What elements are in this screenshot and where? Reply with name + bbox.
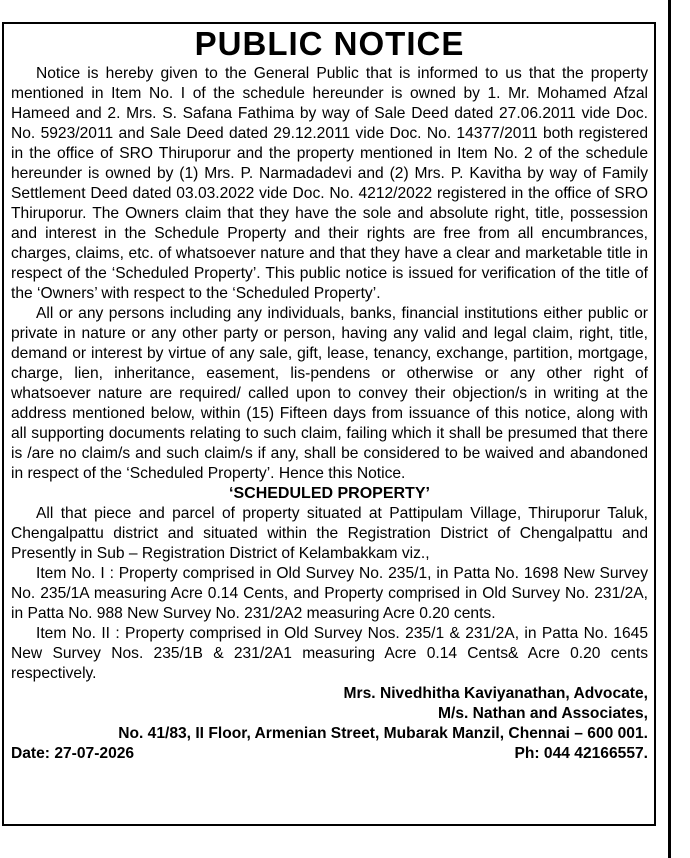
column-rule [668, 0, 671, 858]
date-phone-row [11, 744, 648, 764]
notice-title: PUBLIC NOTICE [194, 25, 465, 62]
firm-address: No. 41/83, II Floor, Armenian Street, Mubarak Manzil, Chennai – 600 001. [118, 725, 648, 742]
notice-paragraph-1: Notice is hereby given to the General Public that is informed to us that the property mentioned in Item No. I of the schedule hereunder is owned by 1. Mr. Mohamed Afzal Hameed and 2. Mrs. S. Safana Fathima by way of Sale Deed dated 27.06.2011 vide Doc. No. 5923/2011 and Sale Deed dated 29.12.2011 vide Doc. No. 14377/2011 both registered in the office of SRO Thiruporur and the property mentioned in Item No. 2 of the schedule hereunder is owned by (1) Mrs. P. Narmadadevi and (2) Mrs. P. Kavitha by way of Family Settlement Deed dated 03.03.2022 vide Doc. No. 4212/2022 registered in the office of SRO Thiruporur. The Owners claim that they have the sole and absolute right, title, possession and interest in the Schedule Property and their rights are free from all encumbrances, charges, claims, etc. of whatsoever nature and that they have a clear and marketable title in respect of the ‘Scheduled Property’. This public notice is issued for verification of the title of the ‘Owners’ with respect to the ‘Scheduled Property’. [11, 65, 648, 302]
schedule-body [11, 504, 648, 684]
phone-number: Ph: 044 42166557. [514, 745, 648, 762]
notice-body [11, 64, 648, 484]
firm-name: M/s. Nathan and Associates, [438, 705, 648, 722]
notice-paragraph-2: All or any persons including any individuals, banks, financial institutions either public or private in nature or any other party or person, having any valid and legal claim, right, title, demand or interest by virtue of any sale, gift, lease, tenancy, exchange, partition, mortgage, charge, lien, inheritance, easement, lis-pendens or otherwise or any other right of whatsoever nature are required/ called upon to convey their objection/s in writing at the address mentioned below, within (15) Fifteen days from issuance of this notice, along with all supporting documents relating to such claim, failing which it shall be presumed that there is /are no claim/s and such claim/s if any, shall be considered to be waived and abandoned in respect of the ‘Scheduled Property’. Hence this Notice. [11, 305, 648, 482]
schedule-heading: ‘SCHEDULED PROPERTY’ [229, 485, 430, 502]
schedule-paragraph-1: All that piece and parcel of property situated at Pattipulam Village, Thiruporur Taluk, Chengalpattu district and situated within the Registration District of Chengalpattu and Presently in Sub – Registration District of Kelambakkam viz., [11, 505, 648, 562]
notice-date: Date: 27-07-2026 [11, 745, 135, 762]
advocate-line [11, 684, 648, 704]
schedule-item-1: Item No. I : Property comprised in Old Survey No. 235/1, in Patta No. 1698 New Survey No. 235/1A measuring Acre 0.14 Cents, and Property comprised in Old Survey No. 231/2A, in Patta No. 988 New Survey No. 231/2A2 measuring Acre 0.20 cents. [11, 565, 648, 622]
advocate-name: Mrs. Nivedhitha Kaviyanathan, [343, 685, 570, 702]
schedule-item-2: Item No. II : Property comprised in Old Survey Nos. 235/1 & 231/2A, in Patta No. 1645 New Survey Nos. 235/1B & 231/2A1 measuring Acre 0.14 Cents& Acre 0.20 cents respectively. [11, 625, 648, 682]
advocate-role: Advocate, [569, 685, 648, 702]
public-notice-box [2, 22, 656, 826]
signature-block [11, 684, 648, 764]
